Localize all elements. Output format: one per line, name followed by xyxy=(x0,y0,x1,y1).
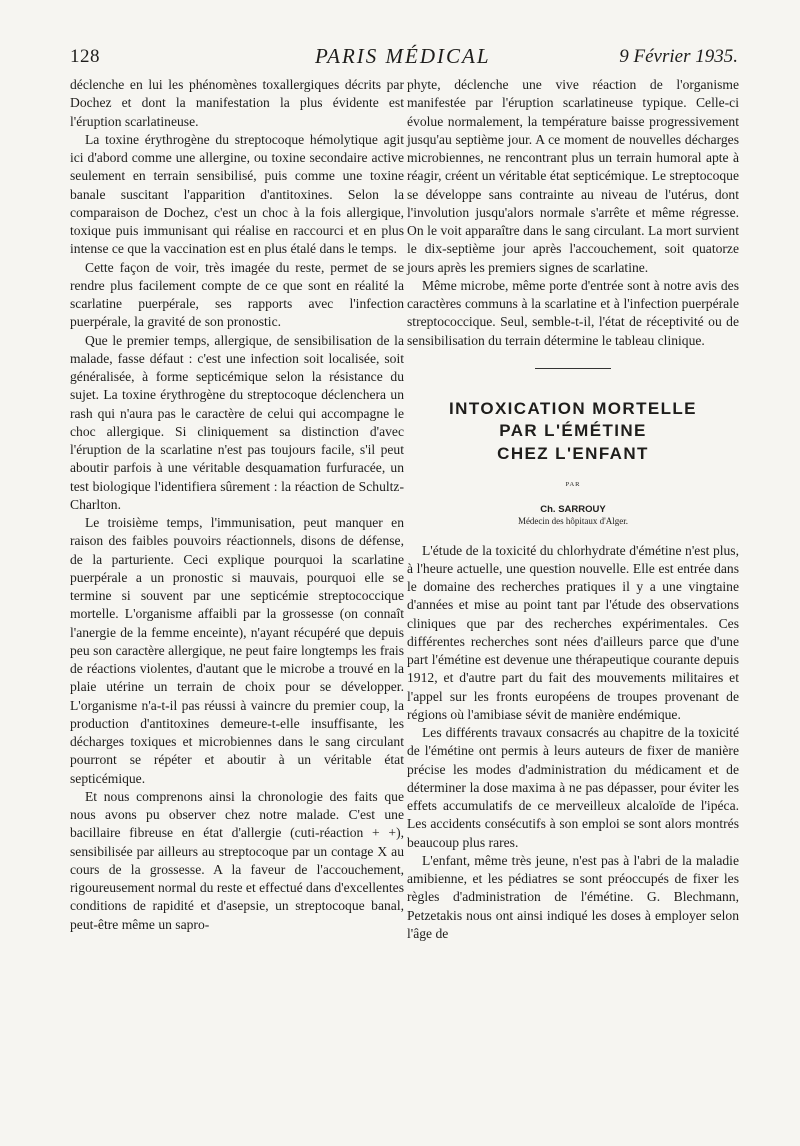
issue-date: 9 Février 1935. xyxy=(619,46,738,67)
paragraph: Le troisième temps, l'immunisation, peut manquer en raison des faibles pouvoirs réactionnels, disons de défense, de la parturiente. Ceci explique pourquoi la scarlatine puerpérale a un pronostic si mauvais, pourquoi elle se termine si souvent par une septicémie streptococcique mortelle. L'organisme affaibli par la grossesse (on connaît l'anergie de la femme enceinte), n'ayant récupéré que depuis peu son caractère allergique, ne peut faire longtemps les frais de réactions violentes, d'autant que le microbe a trouvé en la plaie utérine un terrain de choix pour se développer. L'organisme n'a-t-il pas réussi à vaincre du premier coup, la production d'antitoxines demeure-t-elle insuffisante, les décharges toxiques et microbiennes dans le sang circulant pourront se répéter et aboutir à un véritable état septicémique. xyxy=(70,515,404,786)
paragraph: Cette façon de voir, très imagée du reste, permet de se rendre plus facilement compte de ce que sont en réalité la scarlatine puerpérale, ses rapports avec l'infection puerpérale, la gravité de son pronostic. xyxy=(70,259,404,330)
paragraph: Que le premier temps, allergique, de sensibilisation de la malade, fasse défaut : c'est une infection soit localisée, soit généralisée, à forme septicémique selon la résistance du sujet. La toxine érythrogène du streptocoque déclenchera un rash qui n'aura pas le caractère de celui qui accompagne le choc allergique. Si cliniquement sa distinction d'avec l'éruption de la scarlatine n'est pas toujours facile, s'il peut aboutir parfois à une véritable desquamation furfuracée, un test biologique l'identifiera sûrement : la réaction de Schultz-Charlton. xyxy=(70,332,404,512)
article-title-line: PAR L'ÉMÉTINE xyxy=(499,421,647,441)
journal-title: PARIS MÉDICAL xyxy=(315,44,491,68)
paragraph: L'étude de la toxicité du chlorhydrate d'émétine n'est plus, à l'heure actuelle, une question nouvelle. Elle est entrée dans le domaine des recherches pratiques il y a une vingtaine d'années et mise au point tant par l'étude des observations cliniques que par des recherches expérimentales. Ces différentes recherches sont nées d'ailleurs parce que d'une part l'émétine est devenue une thérapeutique courante depuis 1912, et d'autre part du fait des mouvements militaires et l'appel sur les fronts européens de troupes provenant de régions où l'amibiase sévit de manière endémique. xyxy=(407,542,739,722)
article-title-line: INTOXICATION MORTELLE xyxy=(449,398,697,418)
article-title-line: CHEZ L'ENFANT xyxy=(497,443,649,463)
paragraph: Les différents travaux consacrés au chapitre de la toxicité de l'émétine ont permis à leurs auteurs de fixer de manière précise les modes d'administration du médicament et de déterminer la dose maxima à ne pas dépasser, pour éviter les effets accumulatifs de ce merveilleux alcaloïde de l'ipéca. Les accidents consécutifs à son emploi se sont alors montrés beaucoup plus rares. xyxy=(407,725,739,850)
running-header xyxy=(70,44,738,74)
page-number: 128 xyxy=(70,46,100,67)
section-divider xyxy=(535,368,611,369)
author-name: Ch. SARROUY xyxy=(540,503,606,515)
left-column xyxy=(70,76,404,934)
paragraph: L'enfant, même très jeune, n'est pas à l'abri de la maladie amibienne, et les pédiatres se sont préoccupés de fixer les règles d'administration de l'émétine. G. Blechmann, Petzetakis nous ont ainsi indiqué les doses à employer selon l'âge de xyxy=(407,852,739,941)
paragraph: déclenche en lui les phénomènes toxallergiques décrits par Dochez et dont la manifestation la plus évidente est l'éruption scarlatineuse. xyxy=(70,77,404,129)
paragraph: Même microbe, même porte d'entrée sont à notre avis des caractères communs à la scarlatine et à l'infection puerpérale streptococcique. Seul, semble-t-il, l'état de réceptivité ou de sensibilisation du terrain détermine le tableau clinique. xyxy=(407,277,739,348)
article-title xyxy=(407,398,739,466)
paragraph: phyte, déclenche une vive réaction de l'organisme manifestée par l'éruption scarlatineuse typique. Celle-ci évolue normalement, la température baisse progressivement jusqu'au septième jour. A ce moment de nouvelles décharges microbiennes, ne rencontrant plus un terrain humoral apte à réagir, créent un véritable état septicémique. Le streptocoque se développe sans contrainte au niveau de l'utérus, dont l'involution jusqu'alors normale s'arrête et même régresse. On le voit apparaître dans le sang circulant. La mort survient le dix-septième jour après l'accouchement, soit quatorze jours après les premiers signes de scarlatine. xyxy=(407,77,739,275)
author-affiliation: Médecin des hôpitaux d'Alger. xyxy=(517,515,629,526)
byline-par: PAR xyxy=(565,481,581,489)
right-column xyxy=(407,76,739,943)
paragraph: La toxine érythrogène du streptocoque hémolytique agit ici d'abord comme une allergine, ou toxine secondaire active seulement en terrain sensibilisé, puis comme une toxine banale suscitant l'apparition d'antitoxines. Selon la comparaison de Dochez, c'est un choc à la fois allergique, toxique puis immunisant qui réalise en raccourci et en plus intense ce que la vaccination est en plus étalé dans le temps. xyxy=(70,131,404,257)
paragraph: Et nous comprenons ainsi la chronologie des faits que nous avons pu observer chez notre malade. C'est une bacillaire fibreuse en état d'allergie (cuti-réaction + +), sensibilisée par ailleurs au streptocoque par un contage X au cours de la grossesse. A la faveur de l'accouchement, rigoureusement normal du reste et effectué dans d'excellentes conditions de rapidité et d'asepsie, un streptocoque banal, peut-être même un sapro- xyxy=(70,788,404,932)
